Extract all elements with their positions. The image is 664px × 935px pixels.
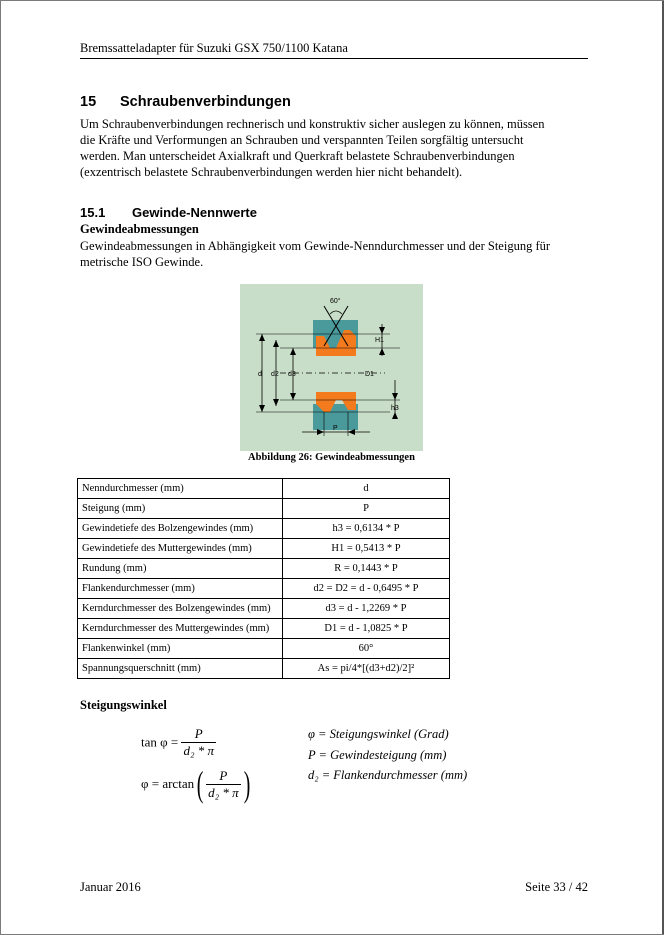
table-row [78,619,450,639]
table-cell-label: Gewindetiefe des Bolzengewindes (mm) [78,519,283,539]
table-cell-value: R = 0,1443 * P [283,559,450,579]
label-h3: h3 [391,405,399,412]
header-rule [80,58,588,59]
table-row [78,579,450,599]
section-title: Schraubenverbindungen [120,94,291,110]
fraction [181,726,216,759]
thread-diagram [240,284,423,451]
paragraph-line: die Kräfte und Verformungen an Schrauben und verspannten Teilen sorgfältig untersucht [80,133,524,147]
figure-caption: Abbildung 26: Gewindeabmessungen [248,452,415,463]
table-row [78,599,450,619]
subsection-paragraph [80,238,590,270]
table-row [78,659,450,679]
table-row [78,519,450,539]
thread-dimensions-figure [240,284,423,451]
paren-right: ) [243,764,250,804]
table-cell-value: As = pi/4*[(d3+d2)/2]² [283,659,450,679]
steigungswinkel-label: Steigungswinkel [80,698,167,712]
formula-lhs: φ = arctan [141,776,195,791]
table-cell-value: 60° [283,639,450,659]
paragraph-line: werden. Man unterscheidet Axialkraft und Querkraft belastete Schraubenverbindungen [80,149,515,163]
paren-left: ( [196,764,204,804]
table-row [78,479,450,499]
table-row [78,639,450,659]
table-cell-label: Spannungsquerschnitt (mm) [78,659,283,679]
subsection-number: 15.1 [80,205,106,220]
table-cell-label: Kerndurchmesser des Bolzengewindes (mm) [78,599,283,619]
numerator: P [194,726,203,741]
table-row [78,559,450,579]
footer-date: Januar 2016 [80,880,141,894]
section-heading [80,94,291,110]
table-row [78,539,450,559]
denominator: d₂ * π [208,784,239,800]
label-d3: d3 [288,371,296,378]
table-cell-label: Rundung (mm) [78,559,283,579]
table-row [78,499,450,519]
legend-phi: φ = Steigungswinkel (Grad) [308,727,449,741]
fraction [206,768,241,801]
table-cell-label: Kerndurchmesser des Muttergewindes (mm) [78,619,283,639]
table-cell-value: D1 = d - 1,0825 * P [283,619,450,639]
gewinde-label: Gewindeabmessungen [80,222,199,236]
paragraph-line: (exzentrisch belastete Schraubenverbindungen werden hier nicht behandelt). [80,165,463,179]
label-D1: D1 [365,371,374,378]
table-cell-label: Flankenwinkel (mm) [78,639,283,659]
label-d: d [258,371,262,378]
formula-arctan [141,766,253,802]
footer-page: Seite 33 / 42 [525,880,588,894]
table-cell-value: H1 = 0,5413 * P [283,539,450,559]
table-cell-label: Nenndurchmesser (mm) [78,479,283,499]
label-p: P [333,425,338,432]
paragraph-line: Um Schraubenverbindungen rechnerisch und konstruktiv sicher auslegen zu können, müssen [80,117,545,131]
table-cell-label: Steigung (mm) [78,499,283,519]
legend-d2: d₂ = Flankendurchmesser (mm) [308,768,468,782]
paragraph-line: metrische ISO Gewinde. [80,255,204,269]
label-h1: H1 [375,337,384,344]
numerator: P [219,767,228,783]
section-number: 15 [80,94,97,110]
denominator: d₂ * π [183,743,215,758]
subsection-heading [80,205,257,220]
formula-tan [141,726,216,759]
table-cell-value: P [283,499,450,519]
label-angle: 60° [330,298,341,305]
table-cell-value: h3 = 0,6134 * P [283,519,450,539]
angle-arc [330,311,342,314]
page-header: Bremssatteladapter für Suzuki GSX 750/1100 Katana [80,41,348,55]
table-cell-value: d3 = d - 1,2269 * P [283,599,450,619]
paragraph-line: Gewindeabmessungen in Abhängigkeit vom Gewinde-Nenndurchmesser und der Steigung für [80,239,551,253]
table-cell-label: Flankendurchmesser (mm) [78,579,283,599]
subsection-title: Gewinde-Nennwerte [132,205,257,220]
table-cell-label: Gewindetiefe des Muttergewindes (mm) [78,539,283,559]
label-d2: d2 [271,371,279,378]
section-paragraph [80,116,590,180]
table-cell-value: d [283,479,450,499]
table-cell-value: d2 = D2 = d - 0,6495 * P [283,579,450,599]
legend-p: P = Gewindesteigung (mm) [308,748,447,762]
thread-dimensions-table [77,478,450,679]
formula-lhs: tan φ = [141,734,179,750]
